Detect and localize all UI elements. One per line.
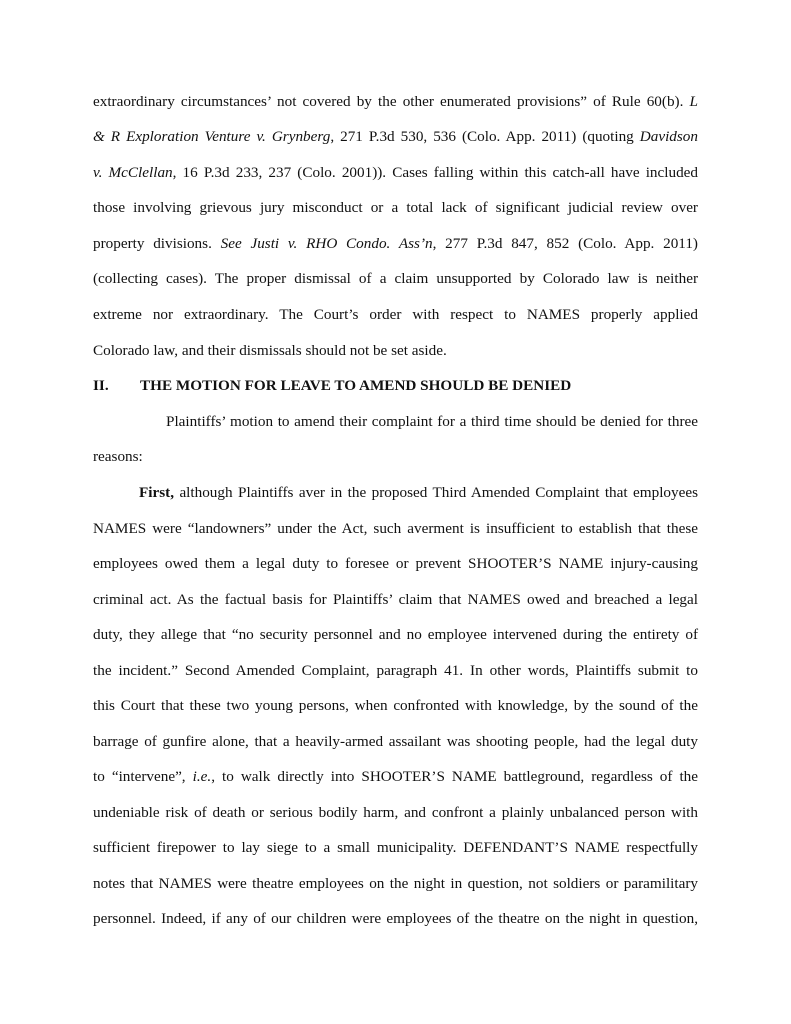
- text-run: personnel. Indeed, if any of our children were employees of the theatre on the night in question,: [93, 910, 698, 927]
- text-line: [93, 447, 698, 467]
- text-run: sufficient firepower to lay siege to a small municipality. DEFENDANT’S NAME respectfully: [93, 839, 698, 856]
- text-line: [93, 92, 698, 112]
- text-run: barrage of gunfire alone, that a heavily-armed assailant was shooting people, had the legal duty: [93, 733, 698, 750]
- text-line: [93, 554, 698, 574]
- italic-text: i.e.: [192, 768, 212, 785]
- text-line: [93, 127, 698, 147]
- text-run: NAMES were “landowners” under the Act, such averment is insufficient to establish that these: [93, 520, 698, 537]
- text-run: , 271 P.3d 530, 536 (Colo. App. 2011) (quoting: [330, 128, 640, 145]
- text-run: to “intervene”,: [93, 768, 193, 785]
- text-run: property divisions.: [93, 235, 221, 252]
- text-run: Plaintiffs’ motion to amend their complaint for a third time should be denied for three: [166, 413, 698, 430]
- bold-text: First,: [139, 484, 175, 501]
- italic-text: & R Exploration Venture v. Grynberg: [93, 128, 331, 145]
- italic-text: v. McClellan: [93, 164, 173, 181]
- text-line: [93, 305, 698, 325]
- text-run: Colorado law, and their dismissals should not be set aside.: [93, 342, 447, 359]
- text-line: [139, 483, 698, 503]
- text-line: [93, 269, 698, 289]
- text-run: criminal act. As the factual basis for Plaintiffs’ claim that NAMES owed and breached a legal: [93, 591, 698, 608]
- text-run: (collecting cases). The proper dismissal of a claim unsupported by Colorado law is neither: [93, 270, 698, 287]
- text-run: employees owed them a legal duty to foresee or prevent SHOOTER’S NAME injury-causing: [93, 555, 698, 572]
- text-run: although Plaintiffs aver in the proposed Third Amended Complaint that employees: [174, 484, 698, 501]
- text-run: those involving grievous jury misconduct or a total lack of significant judicial review over: [93, 199, 698, 216]
- section-number: II.: [93, 377, 109, 394]
- text-line: [93, 341, 698, 361]
- italic-text: See Justi v. RHO Condo. Ass’n: [220, 235, 433, 252]
- text-line: [93, 803, 698, 823]
- text-run: undeniable risk of death or serious bodily harm, and confront a plainly unbalanced person with: [93, 804, 698, 821]
- italic-text: L: [689, 93, 698, 110]
- section-title: THE MOTION FOR LEAVE TO AMEND SHOULD BE DENIED: [140, 377, 572, 394]
- section-heading: [93, 376, 698, 396]
- text-run: extreme nor extraordinary. The Court’s order with respect to NAMES properly applied: [93, 306, 698, 323]
- text-run: , to walk directly into SHOOTER’S NAME battleground, regardless of the: [211, 768, 699, 785]
- text-line: [93, 519, 698, 539]
- text-line: [93, 590, 698, 610]
- text-line: [93, 696, 698, 716]
- text-line: [93, 661, 698, 681]
- text-run: notes that NAMES were theatre employees on the night in question, not soldiers or paramilitary: [93, 875, 698, 892]
- text-line: [93, 234, 698, 254]
- text-line: [93, 838, 698, 858]
- italic-text: Davidson: [639, 128, 698, 145]
- text-line: [93, 198, 698, 218]
- text-line: [93, 732, 698, 752]
- text-run: , 16 P.3d 233, 237 (Colo. 2001)). Cases falling within this catch-all have included: [172, 164, 698, 181]
- text-run: duty, they allege that “no security personnel and no employee intervened during the entirety of: [93, 626, 698, 643]
- text-line: [166, 412, 698, 432]
- text-run: , 277 P.3d 847, 852 (Colo. App. 2011): [432, 235, 698, 252]
- text-run: the incident.” Second Amended Complaint, paragraph 41. In other words, Plaintiffs submit to: [93, 662, 698, 679]
- text-run: reasons:: [93, 448, 143, 465]
- text-line: [93, 909, 698, 929]
- text-line: [93, 163, 698, 183]
- text-line: [93, 625, 698, 645]
- text-run: extraordinary circumstances’ not covered by the other enumerated provisions” of Rule 60(b).: [93, 93, 690, 110]
- text-run: this Court that these two young persons, when confronted with knowledge, by the sound of the: [93, 697, 698, 714]
- text-line: [93, 767, 698, 787]
- text-line: [93, 874, 698, 894]
